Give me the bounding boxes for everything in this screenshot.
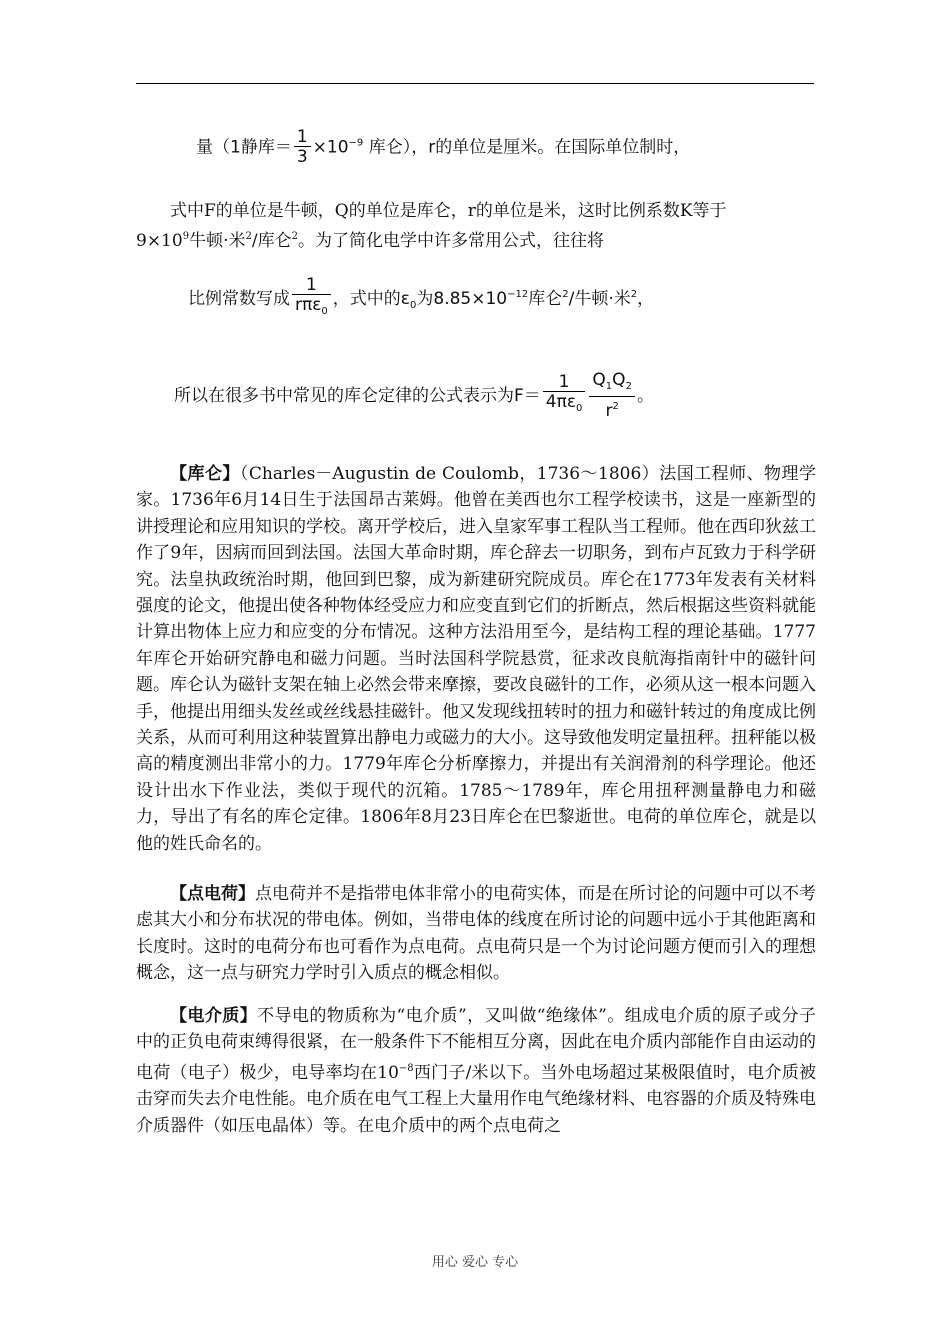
si-text-tail: 。为了简化电学中许多常用公式，往往将 xyxy=(297,231,604,251)
dielectric-body-a: 不导电的物质称为“电介质”，又叫做“绝缘体”。组成电介质的原子或分子中的正负电荷束缚得很紧，在一般条件下不能相互分离，因此在电介质内部能作自由运动的电荷（电子）极少，电导率均在10 xyxy=(136,1006,817,1083)
fraction-numerator: 1 xyxy=(294,128,311,147)
formula1-post: ×10 xyxy=(312,137,349,158)
den-text: rπε xyxy=(295,295,322,315)
fraction-numerator xyxy=(589,371,635,397)
formula1-pre: 量（1静库＝ xyxy=(196,137,292,158)
term-coulomb: 【库仑】 xyxy=(170,464,240,484)
term-dielectric: 【电介质】 xyxy=(170,1006,258,1026)
q2-letter: Q xyxy=(612,370,626,390)
formula2-end: ， xyxy=(637,289,655,309)
formula1-exponent: −9 xyxy=(348,137,364,149)
q1-sub: 1 xyxy=(605,381,613,392)
fraction-q1q2-over-r2 xyxy=(589,371,635,421)
fraction-denominator xyxy=(292,295,331,322)
point-charge-body: 点电荷并不是指带电体非常小的电荷实体，而是在所讨论的问题中可以不考虑其大小和分布状况的带电体。例如，当带电体的线度在所讨论的问题中远小于其他距离和长度时。这时的电荷分布也可看作为点电荷。点电荷只是一个为讨论问题方便而引入的理想概念，这一点与研究力学时引入质点的概念相似。 xyxy=(136,884,816,984)
si-exp-1: 9 xyxy=(182,231,190,242)
fraction-denominator: 3 xyxy=(296,147,308,167)
formula-line-1 xyxy=(196,128,690,167)
page-footer: 用心 爱心 专心 xyxy=(431,1255,519,1270)
formula2-post: 为8.85×10 xyxy=(416,289,508,309)
formula2-exp: −12 xyxy=(507,289,529,300)
header-rule xyxy=(136,83,814,84)
den-sub: 0 xyxy=(576,403,583,414)
coulomb-body: （Charles－Augustin de Coulomb，1736～1806）法国工程师、物理学家。1736年6月14日生于法国昂古莱姆。他曾在美西也尔工程学校读书，这是一座新型的讲授理论和应用知识的学校。离开学校后，进入皇家军事工程队当工程师。他在西印狄兹工作了9年，因病而回到法国。法国大革命时期，库仑辞去一切职务，到布卢瓦致力于科学研究。法皇执政统治时期，他回到巴黎，成为新建研究院成员。库仑在1773年发表有关材料强度的论文，他提出使各种物体经受应力和应变直到它们的折断点，然后根据这些资料就能计算出物体上应力和应变的分布情况。这种方法沿用至今，是结构工程的理论基础。1777年库仑开始研究静电和磁力问题。当时法国科学院悬赏，征求改良航海指南针中的磁针问题。库仑认为磁针支架在轴上必然会带来摩擦，要改良磁针的工作，必须从这一根本问题入手，他提出用细头发丝或丝线悬挂磁针。他又发现线扭转时的扭力和磁针转过的角度成比例关系，从而可利用这种装置算出静电力或磁力的大小。这导致他发明定量扭秤。扭秤能以极高的精度测出非常小的力。1779年库仑分析摩擦力，并提出有关润滑剂的科学理论。他还设计出水下作业法，类似于现代的沉箱。1785～1789年，库仑用扭秤测量静电力和磁力，导出了有名的库仑定律。1806年8月23日库仑在巴黎逝世。电荷的单位库仑，就是以他的姓氏命名的。 xyxy=(136,464,816,854)
formula3-end: 。 xyxy=(636,386,654,406)
fraction-one-third xyxy=(294,128,311,167)
fraction-denominator xyxy=(589,397,635,421)
formula1-tail: 库仑），r的单位是厘米。在国际单位制时， xyxy=(363,137,691,158)
si-coefficient: 9×10 xyxy=(136,231,183,251)
epsilon-sub: 0 xyxy=(410,300,417,311)
si-unit-newton-meter: 牛顿·米 xyxy=(189,231,246,251)
si-exp-2: 2 xyxy=(245,231,252,242)
formula-line-2 xyxy=(188,276,654,322)
paragraph-point-charge xyxy=(136,881,816,987)
term-point-charge: 【点电荷】 xyxy=(170,884,255,904)
fraction-numerator: 1 xyxy=(543,373,586,392)
fraction-proportional-constant xyxy=(292,276,331,322)
den-sub: 0 xyxy=(321,306,328,317)
si-exp-3: 2 xyxy=(291,231,298,242)
formula2-mid: ，式中的ε xyxy=(332,289,410,309)
formula2-exp-3: 2 xyxy=(630,289,638,300)
formula2-unit-b: /牛顿·米 xyxy=(568,289,631,309)
formula-line-3 xyxy=(174,371,654,421)
formula2-unit-a: 库仑 xyxy=(528,289,563,309)
paragraph-coulomb xyxy=(136,461,816,857)
q2-sub: 2 xyxy=(625,381,632,392)
fraction-denominator xyxy=(543,392,586,419)
formula2-pre: 比例常数写成 xyxy=(188,289,290,309)
si-text-line-1: 式中F的单位是牛顿，Q的单位是库仑，r的单位是米，这时比例系数K等于 xyxy=(170,201,727,221)
r-letter: r xyxy=(605,401,613,421)
fraction-one-over-4pi-epsilon xyxy=(543,373,586,419)
dielectric-body-b: 西门子/米以下。当外电场超过某极限值时，电介质被击穿而失去介电性能。电介质在电气工程上大量用作电气绝缘材料、电容器的介质及特殊电介质器件（如压电晶体）等。在电介质中的两个点电荷之 xyxy=(136,1062,816,1136)
r-exp: 2 xyxy=(612,401,619,412)
q1-letter: Q xyxy=(592,370,606,390)
formula2-exp-2: 2 xyxy=(562,289,569,300)
formula3-pre: 所以在很多书中常见的库仑定律的公式表示为F＝ xyxy=(174,386,541,406)
fraction-numerator: 1 xyxy=(292,276,331,295)
si-text-line-2 xyxy=(136,227,604,251)
si-unit-coulomb: /库仑 xyxy=(251,231,292,251)
den-text: 4πε xyxy=(545,392,577,412)
dielectric-exp: −8 xyxy=(398,1062,414,1074)
paragraph-dielectric xyxy=(136,1003,816,1139)
